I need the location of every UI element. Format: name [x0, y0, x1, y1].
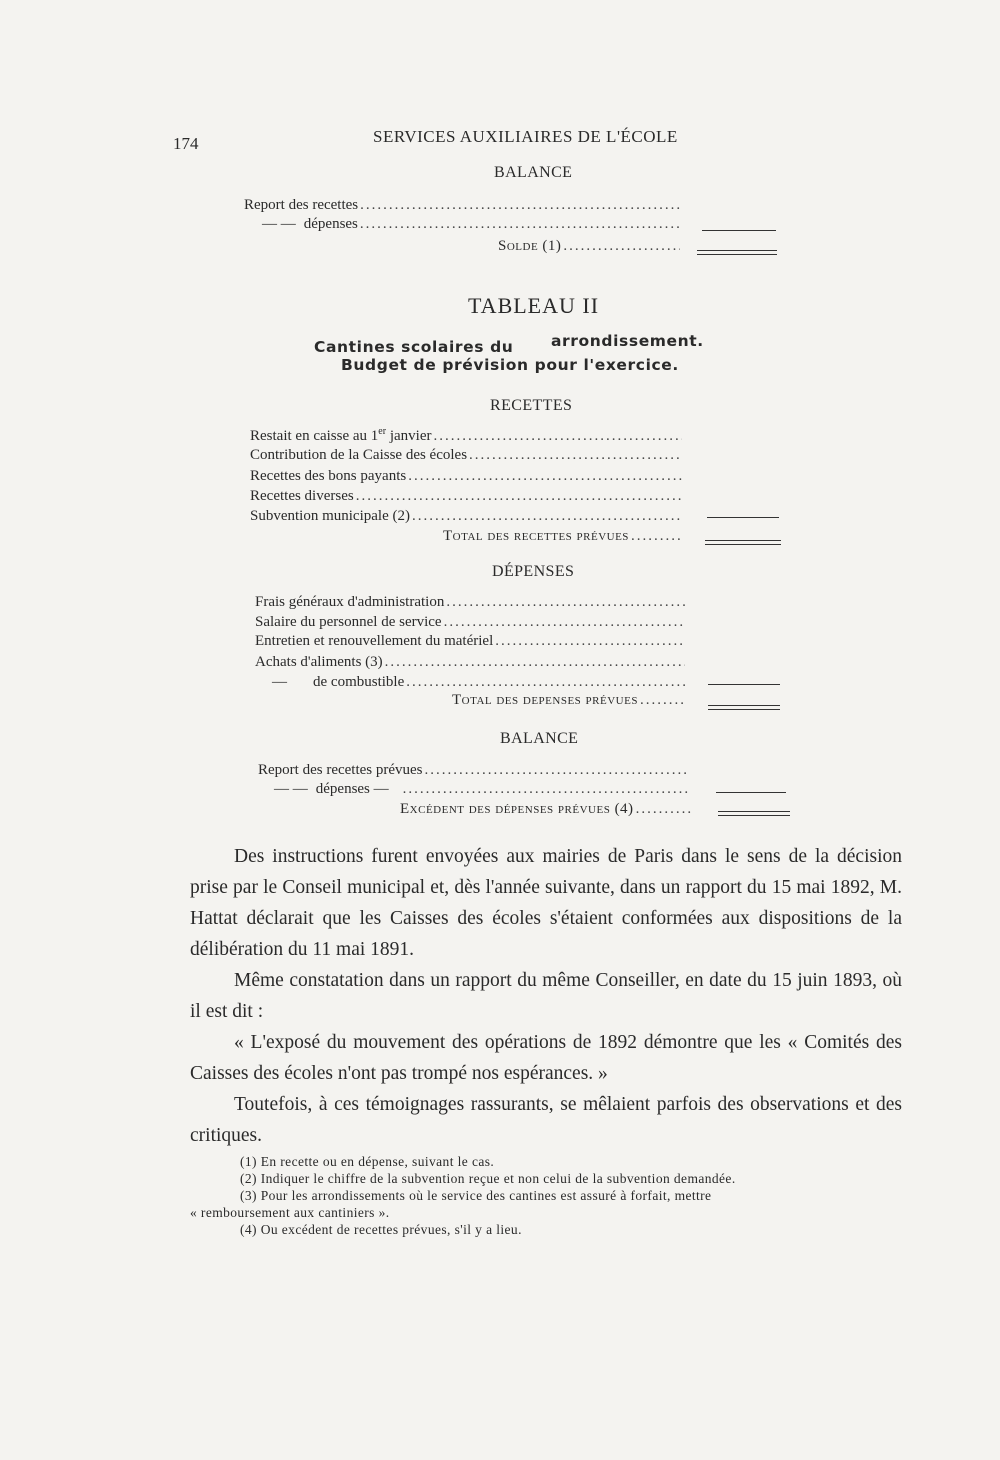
row-label-tail: janvier — [386, 428, 432, 444]
ledger-row-report-recettes-prevues — [258, 762, 690, 779]
rule-double — [697, 250, 777, 255]
tableau-subtitle-1-right: arrondissement. — [551, 332, 704, 350]
leader-dots — [356, 488, 682, 505]
footnote-1: (1) En recette ou en dépense, suivant le cas. — [240, 1154, 495, 1169]
footnotes — [190, 1153, 902, 1238]
footnote-3-continued: « remboursement aux cantiniers ». — [190, 1205, 390, 1220]
leader-dots — [403, 781, 690, 798]
row-label-text: Total des recettes prévues — [443, 528, 629, 544]
page-number: 174 — [173, 134, 199, 153]
leader-dots — [433, 428, 682, 445]
recettes-heading: RECETTES — [490, 397, 573, 414]
ledger-row-bons-payants — [250, 468, 682, 485]
depenses-heading: DÉPENSES — [492, 563, 575, 580]
rule-single — [702, 230, 776, 231]
ledger-row-salaire — [255, 614, 685, 631]
leader-dots — [631, 528, 683, 545]
row-label-text: Excédent des dépenses prévues (4) — [400, 801, 634, 817]
row-label: dépenses — — [315, 781, 389, 797]
row-label: Recettes des bons payants — [250, 468, 407, 484]
leader-dots — [425, 762, 690, 779]
ledger-row-aliments — [255, 654, 685, 671]
ledger-row-contribution — [250, 447, 682, 464]
row-label: Entretien et renouvellement du matériel — [255, 633, 494, 649]
rule-single — [716, 792, 786, 793]
rule-single — [707, 517, 779, 518]
paragraph-4: Toutefois, à ces témoignages rassurants, se mêlaient parfois des observations et des critiques. — [190, 1094, 902, 1146]
rule-double — [708, 705, 780, 710]
row-label: Solde (1) — [498, 238, 562, 254]
leader-dots — [408, 468, 682, 485]
ledger-row-excedent — [400, 801, 692, 818]
row-label-text: Total des depenses prévues — [452, 692, 638, 708]
rule-double — [718, 811, 790, 816]
leader-dots — [636, 801, 692, 818]
rule-double — [705, 540, 781, 545]
row-label: Frais généraux d'administration — [255, 594, 445, 610]
row-label: Achats d'aliments (3) — [255, 654, 383, 670]
ledger-row-subvention — [250, 508, 682, 525]
paragraph-3-quote: « L'exposé du mouvement des opérations de 1892 démontre que les « Comités des Caisses des écoles n'ont pas trompé nos espérances. » — [190, 1032, 902, 1084]
leader-dots — [412, 508, 682, 525]
footnote-3: (3) Pour les arrondissements où le service des cantines est assuré à forfait, mettre — [240, 1188, 712, 1203]
row-label: Salaire du personnel de service — [255, 614, 442, 630]
balance-heading-bottom: BALANCE — [500, 730, 579, 747]
leader-dots — [360, 216, 680, 233]
paragraph-1: Des instructions furent envoyées aux mairies de Paris dans le sens de la décision prise par le Conseil municipal et, dès l'année suivante, dans un rapport du 15 mai 1892, M. Hattat déclarait que les Caisses des écoles s'étaient conformées aux dispositions de la délibération du 11 mai 1891. — [190, 846, 902, 960]
row-label: Subvention municipale (2) — [250, 508, 410, 524]
footnote-4: (4) Ou excédent de recettes prévues, s'il y a lieu. — [240, 1222, 522, 1237]
ledger-row-report-depenses — [262, 216, 680, 233]
leader-dots — [446, 594, 685, 611]
row-label-text: Restait en caisse au 1 — [250, 428, 379, 444]
ledger-row-entretien — [255, 633, 685, 650]
leader-dots — [469, 447, 682, 464]
ledger-row-report-depenses-prevues — [274, 781, 690, 798]
tableau-title: TABLEAU II — [468, 293, 600, 318]
row-label: Report des recettes — [244, 197, 359, 213]
row-label: de combustible — [313, 674, 405, 690]
leader-dots — [563, 238, 680, 255]
footnote-2: (2) Indiquer le chiffre de la subvention reçue et non celui de la subvention demandée. — [240, 1171, 736, 1186]
row-label: Report des recettes prévues — [258, 762, 423, 778]
ledger-row-restait-en-caisse — [250, 426, 682, 445]
row-dash: — — [272, 674, 287, 690]
row-label-sup: er — [378, 426, 387, 437]
rule-single — [708, 684, 780, 685]
row-label: Recettes diverses — [250, 488, 354, 504]
running-head: SERVICES AUXILIAIRES DE L'ÉCOLE — [373, 127, 678, 146]
ledger-row-solde — [498, 238, 680, 255]
leader-dots — [444, 614, 685, 631]
body-text — [190, 841, 902, 1151]
row-dash: — — — [262, 216, 296, 232]
ledger-row-report-recettes — [244, 197, 680, 214]
leader-dots — [495, 633, 685, 650]
row-label — [452, 692, 638, 709]
row-label — [400, 801, 634, 818]
paragraph-2: Même constatation dans un rapport du même Conseiller, en date du 15 juin 1893, où il est dit : — [190, 970, 902, 1022]
ledger-row-frais-generaux — [255, 594, 685, 611]
leader-dots — [406, 674, 685, 691]
row-label — [443, 528, 629, 545]
row-label: Contribution de la Caisse des écoles — [250, 447, 468, 463]
balance-heading-top: BALANCE — [494, 164, 573, 181]
tableau-subtitle-2: Budget de prévision pour l'exercice. — [341, 356, 679, 374]
leader-dots — [385, 654, 685, 671]
tableau-subtitle-1-left: Cantines scolaires du — [314, 338, 514, 356]
leader-dots — [360, 197, 680, 214]
row-dash: — — — [274, 781, 308, 797]
leader-dots — [640, 692, 686, 709]
row-label — [250, 426, 431, 445]
ledger-row-combustible — [272, 674, 685, 691]
row-label: dépenses — [303, 216, 358, 232]
ledger-row-total-depenses — [452, 692, 686, 709]
ledger-row-recettes-diverses — [250, 488, 682, 505]
ledger-row-total-recettes — [443, 528, 683, 545]
